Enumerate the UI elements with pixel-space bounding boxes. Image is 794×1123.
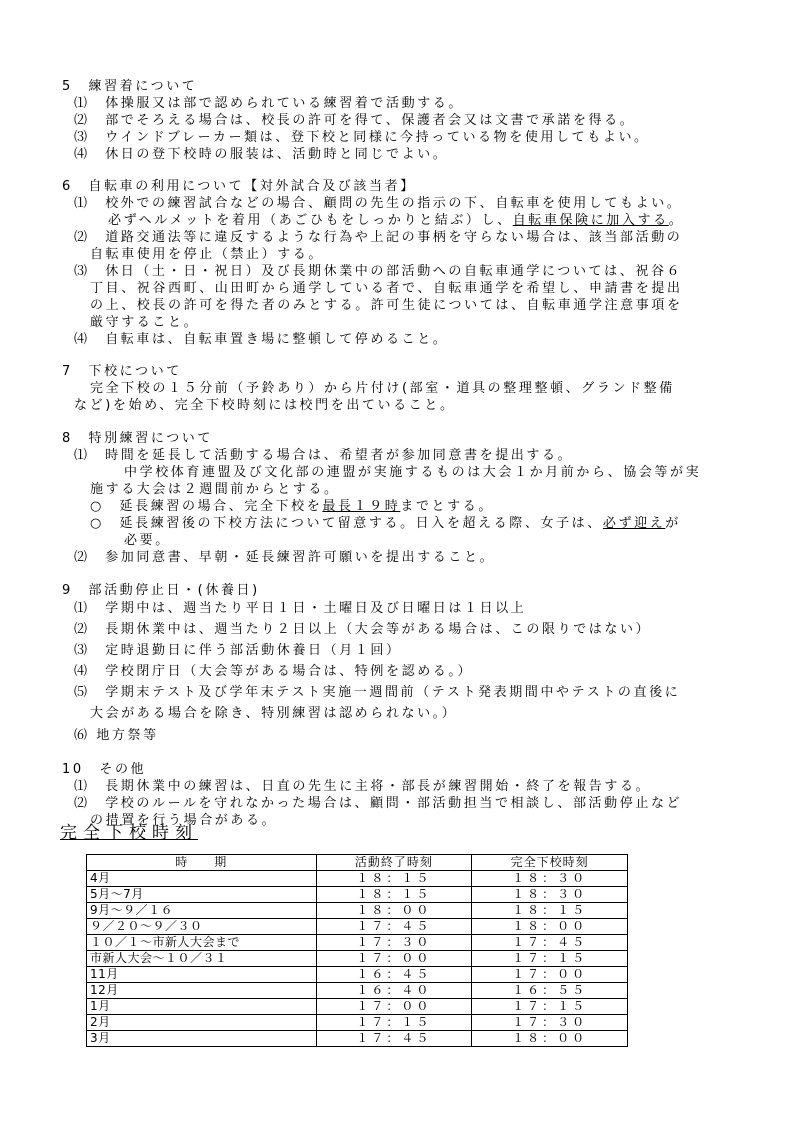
section-5-item-1: ⑴ 体操服又は部で認められている練習着で活動する。 xyxy=(74,96,465,111)
section-10-heading: 10 その他 xyxy=(62,762,147,777)
header-activity-end: 活動終了時刻 xyxy=(316,855,472,871)
bicycle-insurance-underline: 自転車保険に加入する xyxy=(512,213,669,228)
max-19-underline: 最長１９時 xyxy=(322,499,401,514)
table-row: 市新人大会～１０／３１ １７：００ １７：１５ xyxy=(87,951,628,967)
section-9-item-1: ⑴ 学期中は、週当たり平日１日・土曜日及び日曜日は１日以上 xyxy=(74,601,527,616)
table-row: 11月 １６：４５ １７：００ xyxy=(87,967,628,983)
header-full-dismissal: 完全下校時刻 xyxy=(472,855,628,871)
section-8-item-2: ⑵ 参加同意書、早朝・延長練習許可願いを提出すること。 xyxy=(74,550,496,565)
section-9-item-6: ⑹ 地方祭等 xyxy=(74,728,159,743)
table-row: ９／２０～９／３０ １７：４５ １８：００ xyxy=(87,919,628,935)
section-5-item-3: ⑶ ウインドブレーカー類は、登下校と同様に今持っている物を使用してもよい。 xyxy=(74,130,650,145)
section-6-item-1: ⑴ 校外での練習試合などの場合、顧問の先生の指示の下、自転車を使用してもよい。 xyxy=(74,196,683,211)
section-6-item-2: ⑵ 道路交通法等に違反するような行為や上記の事柄を守らない場合は、該当部活動の xyxy=(74,230,683,245)
section-5-item-4: ⑷ 休日の登下校時の服装は、活動時と同じでよい。 xyxy=(74,147,449,162)
section-7-line-1: 完全下校の１５分前（予鈴あり）から片付け(部室・道具の整理整頓、グランド整備 xyxy=(90,381,675,396)
section-8-bullet-2-cont: 必要。 xyxy=(124,533,171,548)
must-pickup-underline: 必ず迎え xyxy=(602,516,666,531)
table-row: 12月 １６：４０ １６：５５ xyxy=(87,983,628,999)
dismissal-times-table xyxy=(86,854,628,1047)
section-8-bullet-1: ○ 延長練習の場合、完全下校を最長１９時までとする。 xyxy=(90,499,494,514)
section-5-item-2: ⑵ 部でそろえる場合は、校長の許可を得て、保護者会又は文書で承諾を得る。 xyxy=(74,113,636,128)
table-row: １０／１～市新人大会まで １７：３０ １７：４５ xyxy=(87,935,628,951)
section-8-item-1-cont-2: 施する大会は２週間前からとする。 xyxy=(90,482,340,497)
section-8-heading: 8 特別練習について xyxy=(62,431,214,446)
table-row: 3月 １７：４５ １８：００ xyxy=(87,1031,628,1047)
table-row: 2月 １７：１５ １７：３０ xyxy=(87,1015,628,1031)
section-9-heading: 9 部活動停止日・(休養日) xyxy=(62,583,260,598)
section-6-heading: 6 自転車の利用について【対外試合及び該当者】 xyxy=(62,179,416,194)
section-9-item-4: ⑷ 学校閉庁日（大会等がある場合は、特例を認める。） xyxy=(74,664,474,679)
section-6-item-3-cont-3: 厳守すること。 xyxy=(90,315,200,330)
table-row: 1月 １７：００ １７：１５ xyxy=(87,999,628,1015)
section-8-bullet-2: ○ 延長練習後の下校方法について留意する。日入を超える際、女子は、必ず迎えが xyxy=(90,516,681,531)
section-8-item-1: ⑴ 時間を延長して活動する場合は、希望者が参加同意書を提出する。 xyxy=(74,448,574,463)
table-row: 4月 １８：１５ １８：３０ xyxy=(87,871,628,887)
section-6-item-3: ⑶ 休日（土・日・祝日）及び長期休業中の部活動への自転車通学については、祝谷６ xyxy=(74,264,683,279)
section-10-item-2-cont: の措置を行う場合がある。 xyxy=(90,813,278,828)
section-9-item-5-cont: 大会がある場合を除き、特別練習は認められない。） xyxy=(90,706,458,721)
section-7-line-2: など)を始め、完全下校時刻には校門を出ていること。 xyxy=(74,398,456,413)
section-9-item-3: ⑶ 定時退勤日に伴う部活動休養日（月１回） xyxy=(74,643,402,658)
section-5-heading: 5 練習着について xyxy=(62,79,198,94)
section-9-item-5: ⑸ 学期末テスト及び学年末テスト実施一週間前（テスト発表期間中やテストの直後に xyxy=(74,685,681,700)
section-10-item-2: ⑵ 学校のルールを守れなかった場合は、顧問・部活動担当で相談し、部活動停止など xyxy=(74,796,683,811)
section-8-item-1-cont-1: 中学校体育連盟及び文化部の連盟が実施するものは大会１か月前から、協会等が実 xyxy=(124,465,702,480)
table-header-row xyxy=(87,855,628,871)
dismissal-times-title: 完全下校時刻 xyxy=(60,823,198,843)
section-6-item-3-cont-2: の上、校長の許可を得た者のみとする。許可生徒については、自転車通学注意事項を xyxy=(90,298,683,313)
table-row: 9月～９／１６ １８：００ １８：１５ xyxy=(87,903,628,919)
section-9-item-2: ⑵ 長期休業中は、週当たり２日以上（大会等がある場合は、この限りではない） xyxy=(74,622,652,637)
header-period: 時 期 xyxy=(87,855,317,871)
section-6-item-3-cont-1: 丁目、祝谷西町、山田町から通学している者で、自転車通学を希望し、申請書を提出 xyxy=(90,281,683,296)
section-6-item-4: ⑷ 自転車は、自転車置き場に整頓して停めること。 xyxy=(74,332,449,347)
section-6-item-1-cont: 必ずヘルメットを着用（あごひもをしっかりと結ぶ）し、自転車保険に加入する。 xyxy=(108,213,685,228)
table-row: 5月～7月 １８：１５ １８：３０ xyxy=(87,887,628,903)
section-6-item-2-cont: 自転車使用を停止（禁止）する。 xyxy=(90,247,325,262)
section-10-item-1: ⑴ 長期休業中の練習は、日直の先生に主将・部長が練習開始・終了を報告する。 xyxy=(74,779,652,794)
section-7-heading: 7 下校について xyxy=(62,364,182,379)
